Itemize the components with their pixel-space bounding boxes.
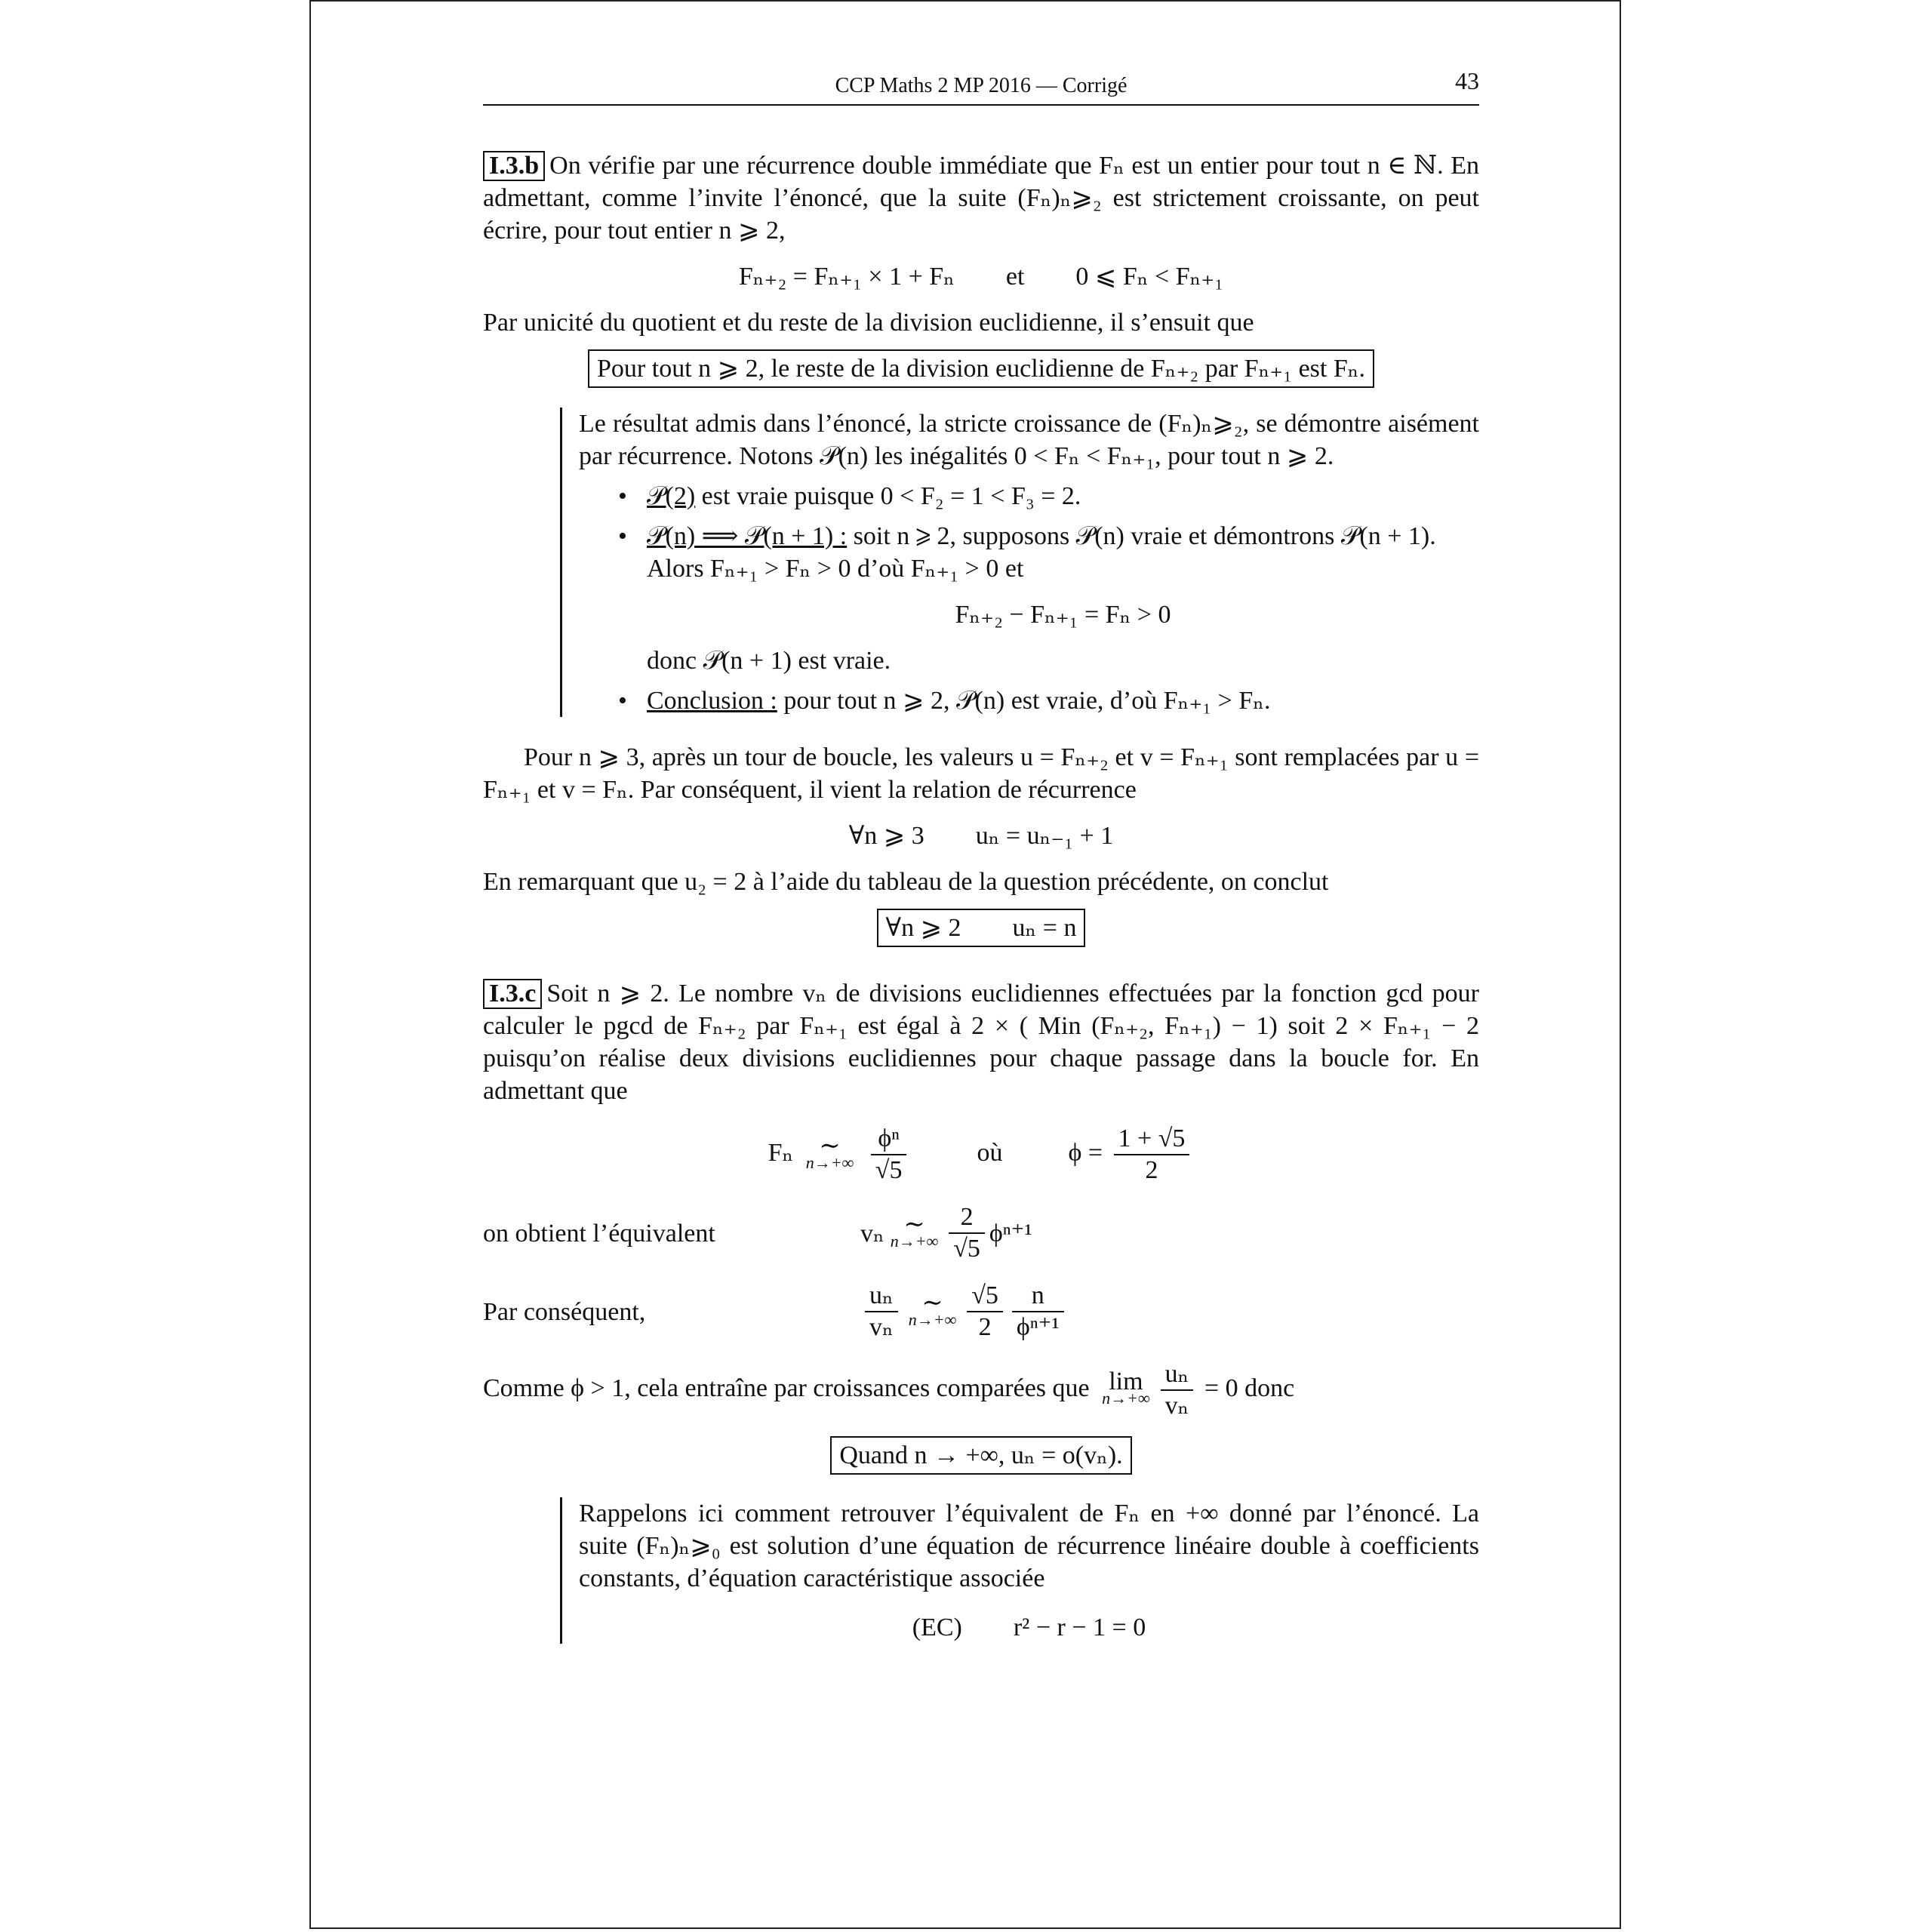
page-header <box>483 68 1479 106</box>
bullet-1-label: 𝒫(2) <box>647 482 696 510</box>
bullet-heredite <box>647 520 1479 677</box>
result-box-3: Quand n → +∞, uₙ = o(vₙ). <box>830 1436 1131 1475</box>
lim-den: vₙ <box>1164 1392 1189 1420</box>
sec2-p1-text: Soit n ⩾ 2. Le nombre vₙ de divisions euclidiennes effectuées par la fonction gcd pour calculer le pgcd de Fₙ₊₂ par Fₙ₊₁ est égal à 2 × ( Min (Fₙ₊₂, Fₙ₊₁) − 1) soit 2 × Fₙ₊₁ − 2 puisqu’on réalise deux divisions euclidiennes pour chaque passage dans la boucle for. En admettant que <box>483 980 1479 1105</box>
equivalence-symbol-2 <box>890 1211 939 1251</box>
fraction-un-vn <box>865 1281 898 1343</box>
remark-block-2 <box>560 1497 1479 1644</box>
equivalence-symbol <box>805 1132 854 1172</box>
ratio-row <box>483 1281 1479 1343</box>
fraction-lim <box>1161 1359 1194 1421</box>
section-tag-i3b: I.3.b <box>483 151 545 181</box>
characteristic-equation: (EC) r² − r − 1 = 0 <box>912 1614 1146 1641</box>
equiv-den: √5 <box>953 1235 980 1263</box>
p2-end: = 0 donc <box>1198 1374 1295 1402</box>
lim-num: uₙ <box>1161 1359 1194 1391</box>
lim-word: lim <box>1109 1367 1143 1395</box>
bullet-2-equation: Fₙ₊₂ − Fₙ₊₁ = Fₙ > 0 <box>955 601 1171 629</box>
sec1-para1 <box>483 149 1479 247</box>
bullet-2-label: 𝒫(n) ⟹ 𝒫(n + 1) : <box>647 522 848 550</box>
bullet-conclusion <box>647 685 1479 717</box>
bullet-3-text: pour tout n ⩾ 2, 𝒫(n) est vraie, d’où Fₙ₊₁ > Fₙ. <box>777 687 1271 715</box>
proof-bullets <box>579 480 1479 717</box>
p2-start: Comme ϕ > 1, cela entraîne par croissances comparées que <box>483 1374 1097 1402</box>
frac-num: ϕⁿ <box>871 1124 907 1155</box>
fraction-2-sqrt5 <box>949 1202 985 1264</box>
equivalence-symbol-3 <box>908 1289 957 1329</box>
ou-word: où <box>977 1138 1003 1167</box>
sim-under-2: n→+∞ <box>890 1232 939 1251</box>
bullet-2-end: donc 𝒫(n + 1) est vraie. <box>647 647 891 675</box>
sim-glyph-3: ∼ <box>921 1289 943 1317</box>
equiv-label: on obtient l’équivalent <box>483 1219 715 1247</box>
vn-lhs: vₙ <box>860 1219 884 1247</box>
conseq-label: Par conséquent, <box>483 1297 646 1326</box>
result-box-3-wrap <box>483 1436 1479 1475</box>
remark-block-1 <box>560 408 1479 717</box>
result-box-2: ∀n ⩾ 2 uₙ = n <box>877 909 1086 947</box>
equation-fibonacci-division: Fₙ₊₂ = Fₙ₊₁ × 1 + Fₙ et 0 ⩽ Fₙ < Fₙ₊₁ <box>738 263 1224 291</box>
sim-glyph-2: ∼ <box>903 1211 925 1238</box>
sec1-para4: En remarquant que u₂ = 2 à l’aide du tableau de la question précédente, on conclut <box>483 868 1329 896</box>
sec1-para3: Pour n ⩾ 3, après un tour de boucle, les valeurs u = Fₙ₊₂ et v = Fₙ₊₁ sont remplacées par u = Fₙ₊₁ et v = Fₙ. Par conséquent, il vient la relation de récurrence <box>483 743 1479 804</box>
equation-recurrence-un: ∀n ⩾ 3 uₙ = uₙ₋₁ + 1 <box>848 822 1114 850</box>
sec1-p1-text: On vérifie par une récurrence double immédiate que Fₙ est un entier pour tout n ∈ ℕ. En admettant, comme l’invite l’énoncé, que la suite (Fₙ)ₙ⩾₂ est strictement croissante, on peut écrire, pour tout entier n ⩾ 2, <box>483 152 1479 245</box>
phi-den: 2 <box>1145 1156 1158 1184</box>
bullet-1-text: est vraie puisque 0 < F₂ = 1 < F₃ = 2. <box>695 482 1081 510</box>
result-box-2-wrap <box>483 909 1479 947</box>
phi-power: ϕⁿ⁺¹ <box>989 1219 1032 1247</box>
fn-lhs: Fₙ <box>768 1138 794 1167</box>
equivalent-vn-row <box>483 1202 1479 1264</box>
bullet-2-text: soit n ⩾ 2, supposons 𝒫(n) vraie et démontrons 𝒫(n + 1). Alors Fₙ₊₁ > Fₙ > 0 d’où Fₙ₊₁ > 0 et <box>647 522 1436 583</box>
document-page <box>483 68 1479 1654</box>
equation-fn-equivalent <box>483 1124 1479 1186</box>
bullet-3-label: Conclusion : <box>647 687 777 715</box>
page-number: 43 <box>1455 67 1479 94</box>
limit-symbol <box>1102 1367 1150 1407</box>
sec2-para2 <box>483 1359 1479 1421</box>
fraction-phi-n <box>871 1124 907 1186</box>
header-title: CCP Maths 2 MP 2016 — Corrigé <box>835 74 1128 97</box>
c2-den: 2 <box>978 1313 992 1341</box>
lim-under: n→+∞ <box>1102 1389 1150 1407</box>
c3-num: n <box>1012 1281 1064 1312</box>
ratio-num: uₙ <box>865 1281 898 1312</box>
phi-num: 1 + √5 <box>1114 1124 1190 1155</box>
frac-den: √5 <box>875 1156 903 1184</box>
fraction-golden-ratio <box>1114 1124 1190 1186</box>
remark-1-text: Le résultat admis dans l’énoncé, la stricte croissance de (Fₙ)ₙ⩾₂, se démontre aisément par récurrence. Notons 𝒫(n) les inégalités 0 < Fₙ < Fₙ₊₁, pour tout n ⩾ 2. <box>579 410 1479 470</box>
result-box-1: Pour tout n ⩾ 2, le reste de la division euclidienne de Fₙ₊₂ par Fₙ₊₁ est Fₙ. <box>588 349 1374 388</box>
sim-under-3: n→+∞ <box>908 1310 957 1329</box>
fraction-sqrt5-2 <box>967 1281 1003 1343</box>
result-box-1-wrap <box>483 349 1479 388</box>
sec1-para2: Par unicité du quotient et du reste de la division euclidienne, il s’ensuit que <box>483 309 1254 337</box>
equiv-num: 2 <box>949 1202 985 1234</box>
c2-num: √5 <box>967 1281 1003 1312</box>
sec2-para1 <box>483 977 1479 1107</box>
section-tag-i3c: I.3.c <box>483 979 542 1009</box>
phi-lhs: ϕ = <box>1068 1138 1103 1167</box>
ratio-den: vₙ <box>869 1313 894 1341</box>
remark-2-text: Rappelons ici comment retrouver l’équivalent de Fₙ en +∞ donné par l’énoncé. La suite (Fₙ)ₙ⩾₀ est solution d’une équation de récurrence linéaire double à coefficients constants, d’équation caractéristique associée <box>579 1500 1479 1592</box>
bullet-initialisation <box>647 480 1479 512</box>
sim-glyph: ∼ <box>819 1132 841 1160</box>
fraction-n-phi <box>1012 1281 1064 1343</box>
sim-under: n→+∞ <box>805 1153 854 1172</box>
c3-den: ϕⁿ⁺¹ <box>1016 1313 1060 1341</box>
